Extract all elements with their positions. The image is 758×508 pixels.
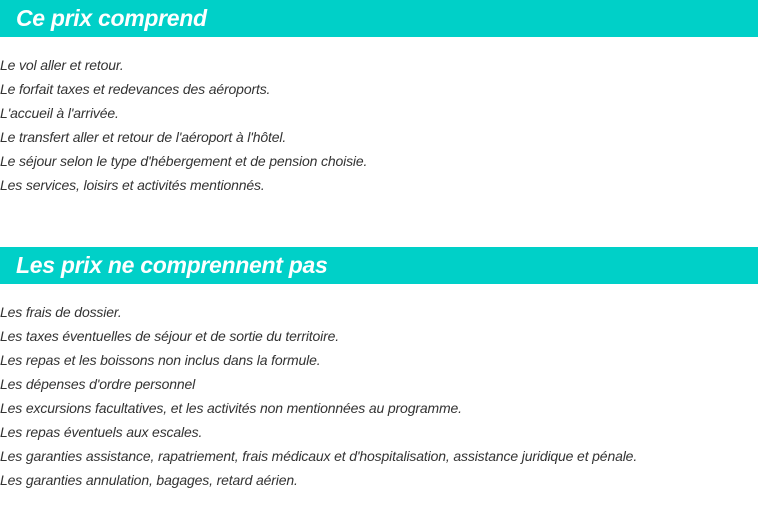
included-section-title: Ce prix comprend [16, 5, 207, 31]
list-item: Les repas et les boissons non inclus dans la formule. [0, 352, 321, 368]
excluded-section-title: Les prix ne comprennent pas [16, 252, 328, 278]
list-item: Le vol aller et retour. [0, 57, 124, 73]
list-item: Les frais de dossier. [0, 304, 122, 320]
list-item: L'accueil à l'arrivée. [0, 105, 119, 121]
excluded-section-header [0, 247, 758, 284]
included-section-header [0, 0, 758, 37]
list-item: Le séjour selon le type d'hébergement et de pension choisie. [0, 153, 368, 169]
list-item: Les excursions facultatives, et les activités non mentionnées au programme. [0, 400, 462, 416]
list-item: Le transfert aller et retour de l'aéroport à l'hôtel. [0, 129, 287, 145]
list-item: Les repas éventuels aux escales. [0, 424, 203, 440]
excluded-items-list [0, 300, 637, 492]
included-items-list [0, 53, 367, 197]
list-item: Les garanties annulation, bagages, retard aérien. [0, 472, 298, 488]
list-item: Les services, loisirs et activités mentionnés. [0, 177, 265, 193]
list-item: Les dépenses d'ordre personnel [0, 376, 196, 392]
list-item: Le forfait taxes et redevances des aéroports. [0, 81, 271, 97]
list-item: Les taxes éventuelles de séjour et de sortie du territoire. [0, 328, 340, 344]
list-item: Les garanties assistance, rapatriement, frais médicaux et d'hospitalisation, assistance juridique et pénale. [0, 448, 638, 464]
